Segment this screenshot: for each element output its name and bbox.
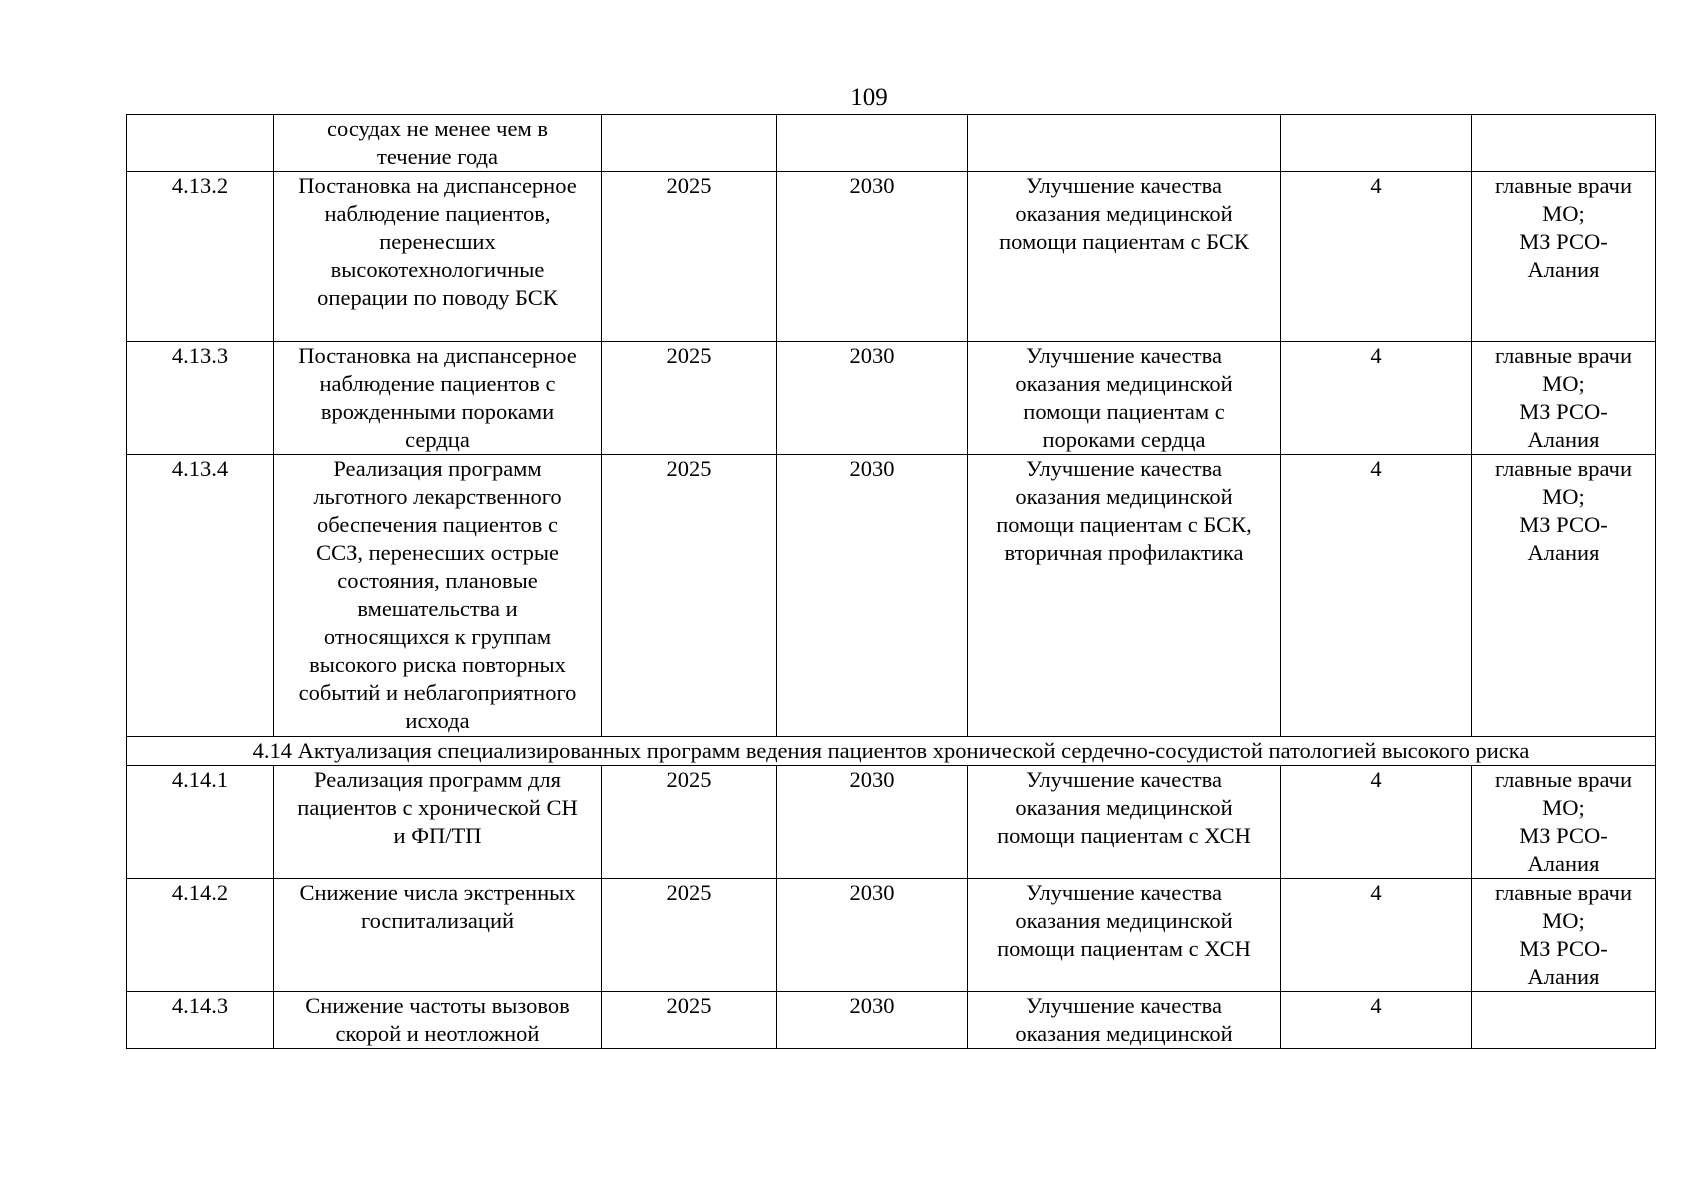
indicator-cell: 4 xyxy=(1281,342,1472,455)
responsible-cell: главные врачи МО; МЗ РСО- Алания xyxy=(1472,342,1656,455)
indicator-cell xyxy=(1281,115,1472,172)
row-number-cell: 4.14.1 xyxy=(127,766,274,879)
start-year-cell: 2025 xyxy=(602,879,777,992)
table-row xyxy=(127,879,1656,992)
indicator-cell: 4 xyxy=(1281,879,1472,992)
responsible-cell: главные врачи МО; МЗ РСО- Алания xyxy=(1472,455,1656,737)
row-number-cell xyxy=(127,115,274,172)
expected-result-cell: Улучшение качества оказания медицинской помощи пациентам с пороками сердца xyxy=(968,342,1281,455)
measure-name-cell: Реализация программ для пациентов с хронической СН и ФП/ТП xyxy=(274,766,602,879)
start-year-cell: 2025 xyxy=(602,766,777,879)
start-year-cell xyxy=(602,115,777,172)
end-year-cell: 2030 xyxy=(777,992,968,1049)
measure-name-cell: Постановка на диспансерное наблюдение пациентов с врожденными пороками сердца xyxy=(274,342,602,455)
responsible-cell xyxy=(1472,115,1656,172)
start-year-cell: 2025 xyxy=(602,172,777,342)
measure-name-cell: сосудах не менее чем в течение года xyxy=(274,115,602,172)
measure-name-cell: Постановка на диспансерное наблюдение пациентов, перенесших высокотехнологичные операции по поводу БСК xyxy=(274,172,602,342)
end-year-cell: 2030 xyxy=(777,172,968,342)
responsible-cell xyxy=(1472,992,1656,1049)
indicator-cell: 4 xyxy=(1281,992,1472,1049)
indicator-cell: 4 xyxy=(1281,172,1472,342)
end-year-cell: 2030 xyxy=(777,879,968,992)
end-year-cell xyxy=(777,115,968,172)
end-year-cell: 2030 xyxy=(777,342,968,455)
indicator-cell: 4 xyxy=(1281,455,1472,737)
indicator-cell: 4 xyxy=(1281,766,1472,879)
row-number-cell: 4.13.3 xyxy=(127,342,274,455)
responsible-cell: главные врачи МО; МЗ РСО- Алания xyxy=(1472,879,1656,992)
expected-result-cell: Улучшение качества оказания медицинской помощи пациентам с ХСН xyxy=(968,766,1281,879)
measure-name-cell: Снижение числа экстренных госпитализаций xyxy=(274,879,602,992)
responsible-cell: главные врачи МО; МЗ РСО- Алания xyxy=(1472,766,1656,879)
start-year-cell: 2025 xyxy=(602,455,777,737)
end-year-cell: 2030 xyxy=(777,455,968,737)
row-number-cell: 4.14.3 xyxy=(127,992,274,1049)
end-year-cell: 2030 xyxy=(777,766,968,879)
expected-result-cell: Улучшение качества оказания медицинской помощи пациентам с БСК xyxy=(968,172,1281,342)
expected-result-cell: Улучшение качества оказания медицинской помощи пациентам с ХСН xyxy=(968,879,1281,992)
row-number-cell: 4.14.2 xyxy=(127,879,274,992)
start-year-cell: 2025 xyxy=(602,992,777,1049)
table-row xyxy=(127,992,1656,1049)
expected-result-cell: Улучшение качества оказания медицинской помощи пациентам с БСК, вторичная профилактика xyxy=(968,455,1281,737)
table-row xyxy=(127,115,1656,172)
section-title: 4.14 Актуализация специализированных программ ведения пациентов хронической сердечно-сосудистой патологией высокого риска xyxy=(127,737,1656,766)
measure-name-cell: Снижение частоты вызовов скорой и неотложной xyxy=(274,992,602,1049)
responsible-cell: главные врачи МО; МЗ РСО- Алания xyxy=(1472,172,1656,342)
measures-table xyxy=(126,114,1656,1049)
row-number-cell: 4.13.4 xyxy=(127,455,274,737)
expected-result-cell: Улучшение качества оказания медицинской xyxy=(968,992,1281,1049)
measure-name-cell: Реализация программ льготного лекарственного обеспечения пациентов с ССЗ, перенесших острые состояния, плановые вмешательства и относящихся к группам высокого риска повторных событий и неблагоприятного исхода xyxy=(274,455,602,737)
section-row xyxy=(127,737,1656,766)
row-number-cell: 4.13.2 xyxy=(127,172,274,342)
expected-result-cell xyxy=(968,115,1281,172)
table-row xyxy=(127,342,1656,455)
table-row xyxy=(127,172,1656,342)
table-row xyxy=(127,455,1656,737)
table-row xyxy=(127,766,1656,879)
start-year-cell: 2025 xyxy=(602,342,777,455)
page-number: 109 xyxy=(850,84,888,111)
